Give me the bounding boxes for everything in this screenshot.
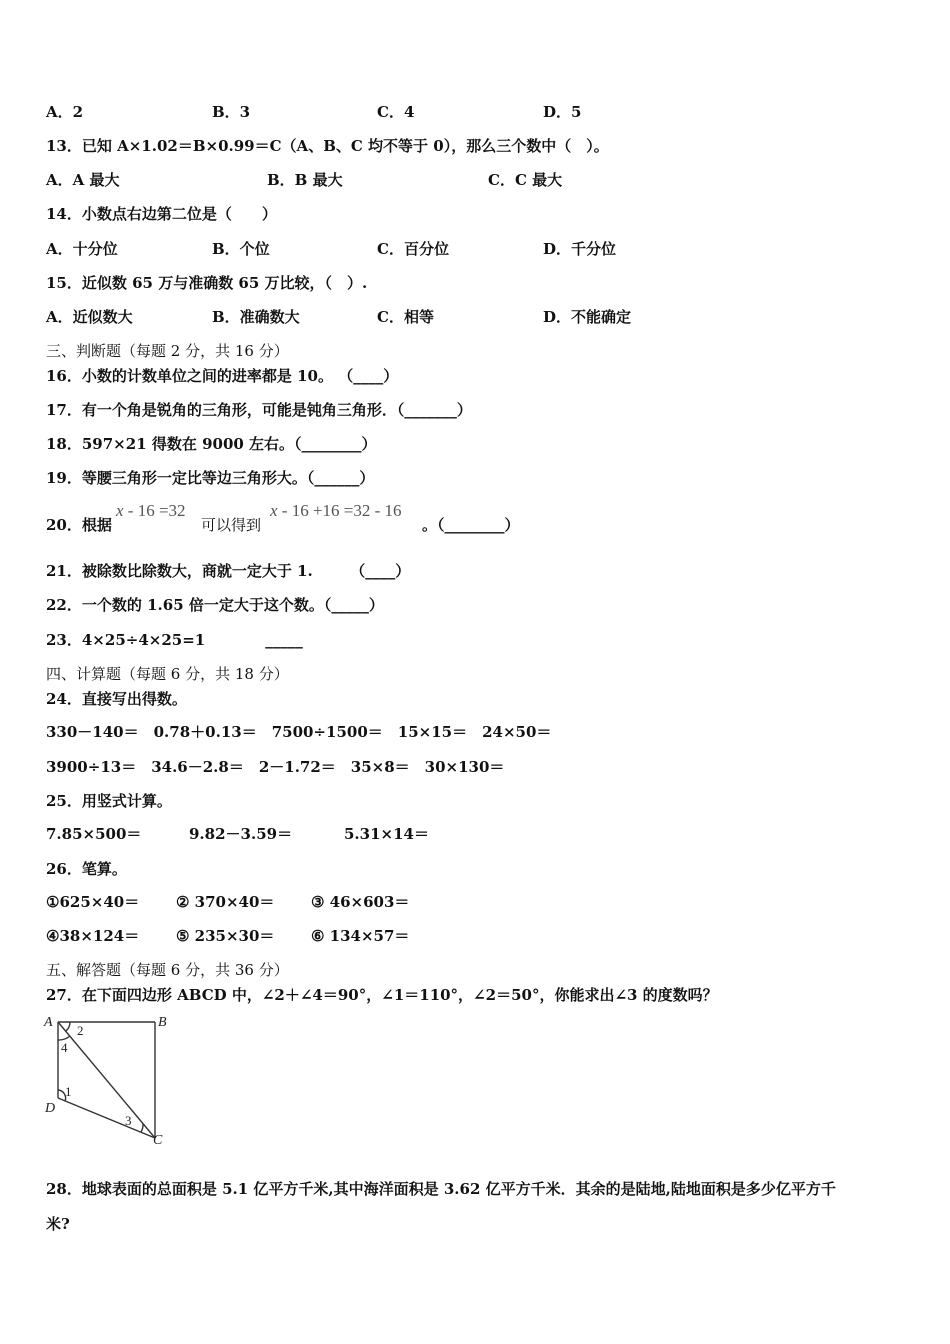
q28-line-1: 28．地球表面的总面积是 5.1 亿平方千米,其中海洋面积是 3.62 亿平方千米．其余的是陆地,陆地面积是多少亿平方千 [46,1180,836,1198]
q26-stem: 26．笔算。 [46,860,127,878]
angle-label-2: 2 [77,1023,84,1038]
angle-label-3: 3 [125,1113,132,1128]
q24-row-2: 3900÷13＝ 34.6－2.8＝ 2－1.72＝ 35×8＝ 30×130＝ [46,758,505,776]
q26-item-2: ② 370×40＝ [176,893,275,911]
q26-item-4: ④38×124＝ [46,927,140,945]
q23: 23．4×25÷4×25=1 _____ [46,631,303,649]
q26-item-5: ⑤ 235×30＝ [176,927,275,945]
q14-option-a: A．十分位 [46,240,118,258]
q15-option-a: A．近似数大 [46,308,133,326]
q20-suffix: 。（________） [422,516,520,534]
q13-stem: 13．已知 A×1.02＝B×0.99＝C（A、B、C 均不等于 0），那么三个数中（ ）。 [46,137,609,155]
section-4-heading: 四、计算题（每题 6 分，共 18 分） [46,665,289,683]
q25-item-2: 9.82－3.59＝ [189,825,293,843]
q19: 19．等腰三角形一定比等边三角形大。（______） [46,469,375,487]
q24-row-1: 330－140＝ 0.78＋0.13＝ 7500÷1500＝ 15×15＝ 24×50＝ [46,723,552,741]
q28-line-2: 米? [46,1215,70,1233]
vertex-label-d: D [45,1101,56,1116]
q21: 21．被除数比除数大，商就一定大于 1. （____） [46,562,411,580]
q20-equation-2 [270,501,402,521]
q14-stem: 14．小数点右边第二位是（ ） [46,205,277,223]
q20-equation-1 [116,501,186,521]
q20-eq2-rest: - 16 +16 =32 - 16 [277,501,402,520]
diagonal-ac [58,1022,155,1138]
q26-item-1: ①625×40＝ [46,893,140,911]
q24-stem: 24．直接写出得数。 [46,690,187,708]
q27-stem: 27．在下面四边形 ABCD 中，∠2＋∠4＝90°，∠1＝110°，∠2＝50°，你能求出∠3 的度数吗？ [46,986,718,1004]
q20-middle: 可以得到 [201,516,262,534]
q25-stem: 25．用竖式计算。 [46,792,172,810]
quadrilateral-abcd-figure [40,1010,180,1150]
q12-option-c: C．4 [377,103,415,121]
angle-arc-2 [66,1022,70,1031]
q15-option-b: B．准确数大 [212,308,300,326]
angle-arc-3 [141,1124,143,1132]
q25-item-3: 5.31×14＝ [344,825,429,843]
q20-prefix: 20．根据 [46,516,112,534]
q20-eq1-rest: - 16 =32 [123,501,186,520]
q16: 16．小数的计数单位之间的进率都是 10。 （____） [46,367,399,385]
q14-option-b: B．个位 [212,240,270,258]
q15-option-c: C．相等 [377,308,434,326]
q18: 18．597×21 得数在 9000 左右。（________） [46,435,377,453]
q13-option-a: A．A 最大 [46,171,120,189]
q15-option-d: D．不能确定 [543,308,632,326]
q15-stem: 15．近似数 65 万与准确数 65 万比较，（ ）. [46,274,368,292]
q25-item-1: 7.85×500＝ [46,825,142,843]
q14-option-d: D．千分位 [543,240,617,258]
q22: 22．一个数的 1.65 倍一定大于这个数。（_____） [46,596,384,614]
q13-option-b: B．B 最大 [267,171,343,189]
edge-dc [58,1098,155,1138]
q17: 17．有一个角是锐角的三角形，可能是钝角三角形．（_______） [46,401,472,419]
vertex-label-c: C [153,1133,163,1148]
angle-label-4: 4 [61,1040,68,1055]
vertex-label-a: A [44,1015,53,1030]
section-5-heading: 五、解答题（每题 6 分，共 36 分） [46,961,289,979]
section-3-heading: 三、判断题（每题 2 分，共 16 分） [46,342,289,360]
q26-item-3: ③ 46×603＝ [311,893,410,911]
angle-label-1: 1 [65,1084,72,1099]
vertex-label-b: B [158,1015,167,1030]
q12-option-a: A．2 [46,103,84,121]
q13-option-c: C．C 最大 [488,171,563,189]
q20-eq2-var: x [270,501,278,520]
q12-option-d: D．5 [543,103,582,121]
q26-item-6: ⑥ 134×57＝ [311,927,410,945]
q20-eq1-var: x [116,501,124,520]
q14-option-c: C．百分位 [377,240,449,258]
q12-option-b: B．3 [212,103,251,121]
